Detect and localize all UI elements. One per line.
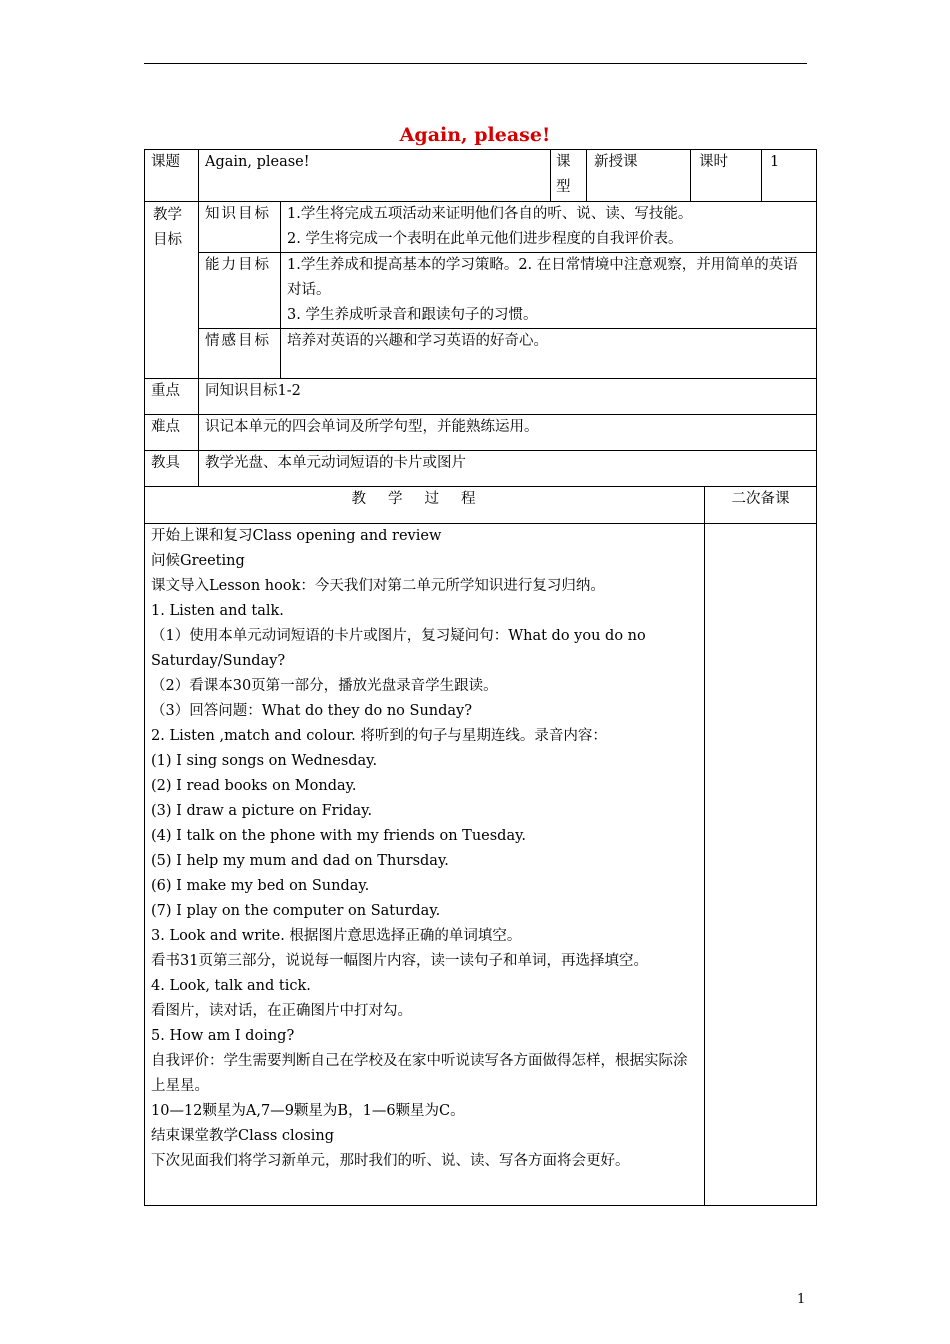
process-line: 4. Look, talk and tick. — [151, 978, 311, 994]
process-line: 看图片，读对话，在正确图片中打对勾。 — [151, 1003, 412, 1019]
knowledge-label — [199, 202, 281, 253]
process-line: 结束课堂教学Class closing — [151, 1128, 335, 1144]
process-line: 问候Greeting — [151, 553, 245, 569]
ability-line: 3. 学生养成听录音和跟读句子的习惯。 — [287, 307, 538, 323]
ability-label — [199, 253, 281, 329]
process-line: 3. Look and write. 根据图片意思选择正确的单词填空。 — [151, 928, 522, 944]
difficulty-row — [145, 415, 817, 451]
process-line: (5) I help my mum and dad on Thursday. — [151, 853, 449, 869]
key-point-label: 重点 — [145, 379, 199, 415]
key-point-row — [145, 379, 817, 415]
ability-line: 1.学生养成和提高基本的学习策略。2. 在日常情境中注意观察，并用简单的英语对话。 — [287, 257, 798, 298]
objectives-group-label: 教学目标 — [145, 202, 199, 379]
process-line: (3) I draw a picture on Friday. — [151, 803, 373, 819]
topic-value: Again, please! — [199, 150, 551, 202]
second-prep-content — [705, 524, 817, 1206]
materials-row — [145, 451, 817, 487]
header-row — [145, 150, 817, 202]
type-value: 新授课 — [587, 150, 691, 201]
period-label: 课时 — [691, 150, 762, 201]
knowledge-content — [281, 202, 817, 253]
process-line: 5. How am I doing? — [151, 1028, 295, 1044]
second-prep-heading: 二次备课 — [705, 487, 817, 524]
materials-value: 教学光盘、本单元动词短语的卡片或图片 — [199, 451, 817, 487]
process-line: 2. Listen ,match and colour. 将听到的句子与星期连线。录音内容： — [151, 728, 607, 744]
process-line: 下次见面我们将学习新单元，那时我们的听、说、读、写各方面将会更好。 — [151, 1153, 630, 1169]
process-body-row — [145, 524, 817, 1206]
emotion-label-text: 情感目标 — [205, 333, 271, 349]
objective-knowledge-row — [145, 202, 817, 253]
header-rule — [144, 63, 807, 64]
emotion-content — [281, 329, 817, 379]
process-line: 看书31页第三部分，说说每一幅图片内容，读一读句子和单词，再选择填空。 — [151, 953, 648, 969]
process-content — [145, 524, 705, 1206]
knowledge-label-text: 知识目标 — [205, 206, 271, 222]
lesson-plan-table — [144, 149, 817, 1206]
objective-ability-row — [145, 253, 817, 329]
document-title: Again, please! — [399, 124, 551, 146]
difficulty-label: 难点 — [145, 415, 199, 451]
type-label: 课型 — [551, 150, 587, 201]
header-right-cells — [551, 150, 817, 202]
key-point-value: 同知识目标1-2 — [199, 379, 817, 415]
process-line: (1) I sing songs on Wednesday. — [151, 753, 378, 769]
process-line: 1. Listen and talk. — [151, 603, 284, 619]
materials-label: 教具 — [145, 451, 199, 487]
process-line: （1）使用本单元动词短语的卡片或图片，复习疑问句：What do you do no Saturday/Sunday? — [151, 628, 646, 669]
process-heading-row — [145, 487, 817, 524]
process-line: （3）回答问题：What do they do no Sunday? — [151, 703, 473, 719]
process-line: (7) I play on the computer on Saturday. — [151, 903, 441, 919]
knowledge-line: 1.学生将完成五项活动来证明他们各自的听、说、读、写技能。 — [287, 206, 693, 222]
process-heading: 教学过程 — [145, 487, 705, 524]
process-line: （2）看课本30页第一部分，播放光盘录音学生跟读。 — [151, 678, 498, 694]
process-line: 10—12颗星为A,7—9颗星为B，1—6颗星为C。 — [151, 1103, 465, 1119]
process-line: 开始上课和复习Class opening and review — [151, 528, 442, 544]
page-number: 1 — [797, 1292, 806, 1307]
period-value: 1 — [770, 154, 780, 170]
topic-label: 课题 — [145, 150, 199, 202]
emotion-label — [199, 329, 281, 379]
process-line: (4) I talk on the phone with my friends on Tuesday. — [151, 828, 526, 844]
ability-content — [281, 253, 817, 329]
process-line: 自我评价：学生需要判断自己在学校及在家中听说读写各方面做得怎样，根据实际涂上星星。 — [151, 1053, 688, 1094]
process-line: (2) I read books on Monday. — [151, 778, 357, 794]
process-line: (6) I make my bed on Sunday. — [151, 878, 370, 894]
emotion-line: 培养对英语的兴趣和学习英语的好奇心。 — [287, 333, 548, 349]
knowledge-line: 2. 学生将完成一个表明在此单元他们进步程度的自我评价表。 — [287, 231, 683, 247]
objective-emotion-row — [145, 329, 817, 379]
ability-label-text: 能力目标 — [205, 257, 271, 273]
process-line: 课文导入Lesson hook：今天我们对第二单元所学知识进行复习归纳。 — [151, 578, 605, 594]
difficulty-value: 识记本单元的四会单词及所学句型，并能熟练运用。 — [199, 415, 817, 451]
